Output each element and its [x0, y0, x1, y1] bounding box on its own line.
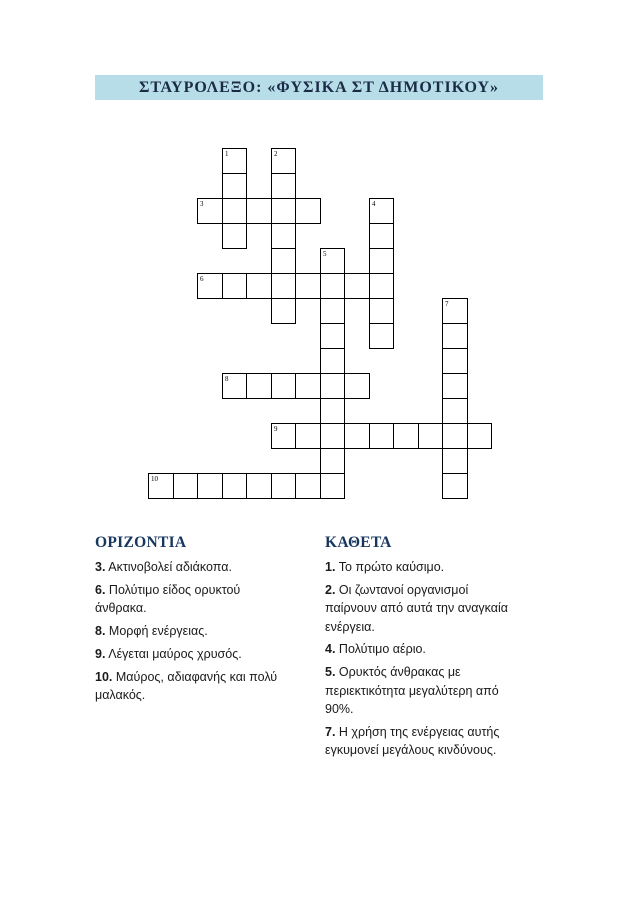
clue-number: 2. — [325, 582, 336, 597]
crossword-cell — [442, 423, 468, 449]
clue-number: 7. — [325, 725, 336, 740]
clue-number: 10. — [95, 669, 113, 684]
crossword-cell — [418, 423, 443, 449]
crossword-cell — [173, 473, 198, 499]
crossword-cell — [442, 348, 468, 374]
down-heading: ΚΑΘΕΤΑ — [325, 534, 392, 551]
clue-line — [95, 558, 277, 576]
clue-text: Μορφή ενέργειας. — [108, 624, 208, 639]
crossword-cell — [271, 248, 296, 274]
crossword-cell — [271, 373, 296, 399]
crossword-cell — [320, 423, 345, 449]
crossword-cell — [320, 473, 345, 499]
clue-down-7 — [325, 723, 508, 760]
crossword-cell — [369, 298, 394, 324]
crossword-cell — [246, 473, 272, 499]
crossword-cell — [246, 273, 272, 299]
crossword-cell — [271, 198, 296, 224]
crossword-cell — [320, 298, 345, 324]
crossword-cell — [271, 223, 296, 249]
crossword-cell — [442, 298, 468, 324]
across-clue-list — [95, 558, 277, 709]
clue-across-6 — [95, 581, 277, 618]
clue-text: Πολύτιμο είδος ορυκτού — [108, 582, 241, 597]
cell-number: 9 — [274, 425, 278, 433]
crossword-cell — [295, 198, 321, 224]
clue-text: 90%. — [325, 702, 354, 717]
clue-down-2 — [325, 581, 508, 636]
cell-number: 7 — [445, 300, 449, 308]
clue-number: 8. — [95, 624, 106, 639]
clue-text: ενέργεια. — [325, 619, 375, 634]
clue-number: 5. — [325, 665, 336, 680]
crossword-cell — [246, 373, 272, 399]
across-heading: ΟΡΙΖΟΝΤΙΑ — [95, 534, 187, 551]
crossword-cell — [271, 473, 296, 499]
crossword-cell — [320, 248, 345, 274]
crossword-cell — [320, 348, 345, 374]
cell-number: 1 — [225, 150, 229, 158]
crossword-cell — [222, 198, 247, 224]
crossword-cell — [148, 473, 174, 499]
clue-number: 1. — [325, 559, 336, 574]
cell-number: 6 — [200, 275, 204, 283]
clue-number: 6. — [95, 582, 106, 597]
clue-text: περιεκτικότητα μεγαλύτερη από — [325, 683, 499, 698]
clue-across-9 — [95, 645, 277, 663]
down-clue-list — [325, 558, 508, 765]
crossword-cell — [295, 273, 321, 299]
cell-number: 4 — [372, 200, 376, 208]
crossword-cell — [197, 273, 223, 299]
crossword-cell — [222, 473, 247, 499]
cell-number: 5 — [323, 250, 327, 258]
crossword-cell — [344, 423, 370, 449]
clue-line — [95, 645, 277, 663]
crossword-cell — [369, 323, 394, 349]
crossword-cell — [271, 148, 296, 174]
clue-down-5 — [325, 663, 508, 718]
clue-down-1 — [325, 558, 508, 576]
page-title: ΣΤΑΥΡΟΛΕΞΟ: «ΦΥΣΙΚΑ ΣΤ ΔΗΜΟΤΙΚΟΥ» — [138, 79, 500, 96]
crossword-cell — [369, 198, 394, 224]
clue-number: 9. — [95, 646, 106, 661]
clue-text: Ακτινοβολεί αδιάκοπα. — [108, 559, 232, 574]
crossword-cell — [222, 173, 247, 199]
crossword-cell — [344, 373, 370, 399]
crossword-cell — [320, 398, 345, 424]
clue-across-8 — [95, 622, 277, 640]
clue-text: άνθρακα. — [95, 601, 147, 616]
clue-text: Οι ζωντανοί οργανισμοί — [338, 582, 469, 597]
clue-down-4 — [325, 640, 508, 658]
cell-number: 10 — [151, 475, 158, 483]
crossword-cell — [467, 423, 492, 449]
crossword-cell — [369, 248, 394, 274]
down-clues — [325, 534, 509, 758]
clue-text: Πολύτιμο αέριο. — [338, 642, 426, 657]
crossword-cell — [369, 423, 394, 449]
crossword-cell — [369, 273, 394, 299]
cell-number: 3 — [200, 200, 204, 208]
crossword-cell — [320, 448, 345, 474]
clue-across-10 — [95, 668, 277, 705]
clue-line — [325, 723, 508, 741]
clue-line — [325, 640, 508, 658]
crossword-cell — [271, 298, 296, 324]
crossword-cell — [295, 473, 321, 499]
clue-number: 3. — [95, 559, 106, 574]
clue-line — [95, 622, 277, 640]
crossword-cell — [246, 198, 272, 224]
clue-text: Η χρήση της ενέργειας αυτής — [338, 725, 500, 740]
crossword-cell — [369, 223, 394, 249]
crossword-cell — [442, 473, 468, 499]
crossword-cell — [393, 423, 419, 449]
crossword-grid — [148, 148, 492, 499]
clue-line — [325, 558, 508, 576]
crossword-cell — [442, 373, 468, 399]
crossword-cell — [442, 398, 468, 424]
crossword-cell — [344, 273, 370, 299]
clue-text: εγκυμονεί μεγάλους κινδύνους. — [325, 743, 497, 758]
crossword-cell — [222, 148, 247, 174]
crossword-cell — [442, 323, 468, 349]
clue-text: Λέγεται μαύρος χρυσός. — [108, 646, 242, 661]
crossword-cell — [197, 473, 223, 499]
across-clues — [95, 534, 278, 703]
crossword-cell — [222, 273, 247, 299]
clue-text: μαλακός. — [95, 688, 146, 703]
crossword-cell — [197, 198, 223, 224]
clue-number: 4. — [325, 642, 336, 657]
title-banner — [95, 75, 543, 100]
crossword-cell — [271, 423, 296, 449]
crossword-cell — [271, 173, 296, 199]
cell-number: 2 — [274, 150, 278, 158]
crossword-cell — [320, 273, 345, 299]
clue-line — [325, 663, 508, 681]
clue-text: Το πρώτο καύσιμο. — [338, 559, 445, 574]
clue-across-3 — [95, 558, 277, 576]
crossword-cell — [222, 373, 247, 399]
clue-text: παίρνουν από αυτά την αναγκαία — [325, 601, 509, 616]
crossword-cell — [295, 423, 321, 449]
cell-number: 8 — [225, 375, 229, 383]
crossword-cell — [320, 323, 345, 349]
clue-text: Μαύρος, αδιαφανής και πολύ — [115, 669, 278, 684]
clue-line — [95, 581, 277, 599]
clue-line — [95, 668, 277, 686]
crossword-cell — [222, 223, 247, 249]
crossword-cell — [295, 373, 321, 399]
crossword-cell — [271, 273, 296, 299]
clue-line — [325, 581, 508, 599]
clue-text: Ορυκτός άνθρακας με — [338, 665, 461, 680]
crossword-cell — [320, 373, 345, 399]
crossword-cell — [442, 448, 468, 474]
